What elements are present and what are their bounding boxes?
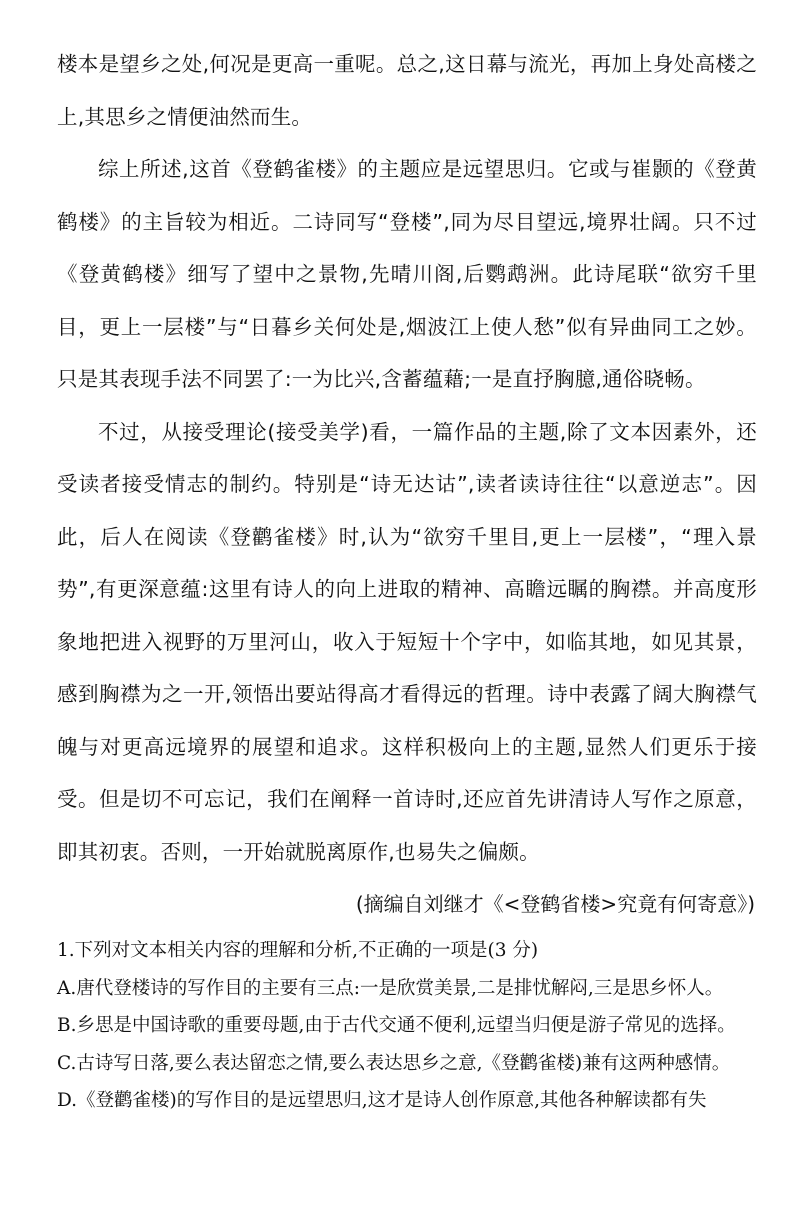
- essay-body: [57, 38, 757, 878]
- question-1-option-c: C.古诗写日落,要么表达留恋之情,要么表达思乡之意,《登鹳雀楼)兼有这两种感情。: [57, 1052, 731, 1074]
- question-1-option-d: D.《登鹳雀楼)的写作目的是远望思归,这才是诗人创作原意,其他各种解读都有失: [57, 1090, 707, 1111]
- question-1-stem: 1.下列对文本相关内容的理解和分析,不正确的一项是(3 分): [57, 940, 539, 961]
- essay-paragraph-3: 不过，从接受理论(接受美学)看，一篇作品的主题,除了文本因素外，还受读者接受情志的制约。特别是“诗无达诂”,读者读诗往往“以意逆志”。因此，后人在阅读《登鹳雀楼》时,认为“欲穷千里目,更上一层楼”，“理入景势”,有更深意蕴:这里有诗人的向上进取的精神、高瞻远瞩的胸襟。并高度形象地把进入视野的万里河山，收入于短短十个字中，如临其地，如见其景，感到胸襟为之一开,领悟出要站得高才看得远的哲理。诗中表露了阔大胸襟气魄与对更高远境界的展望和追求。这样积极向上的主题,显然人们更乐于接受。但是切不可忘记，我们在阐释一首诗时,还应首先讲清诗人写作之原意，即其初衷。否则，一开始就脱离原作,也易失之偏颇。: [57, 419, 757, 864]
- question-1-option-b: B.乡思是中国诗歌的重要母题,由于古代交通不便利,远望当归便是游子常见的选择。: [57, 1015, 736, 1036]
- essay-paragraph-2: 综上所述,这首《登鹤雀楼》的主题应是远望思归。它或与崔颢的《登黄鹤楼》的主旨较为相近。二诗同写“登楼”,同为尽目望远,境界壮阔。只不过《登黄鹤楼》细写了望中之景物,先晴川阁,后鹦鹉洲。此诗尾联“欲穷千里目，更上一层楼”与“日暮乡关何处是,烟波江上使人愁”似有异曲同工之妙。只是其表现手法不同罢了:一为比兴,含蓄蕴藉;一是直抒胸臆,通俗晓畅。: [57, 157, 757, 391]
- question-section: [57, 932, 769, 1120]
- question-1-option-a: A.唐代登楼诗的写作目的主要有三点:一是欣赏美景,二是排忧解闷,三是思乡怀人。: [57, 977, 724, 999]
- essay-paragraph-1: 楼本是望乡之处,何况是更高一重呢。总之,这日幕与流光，再加上身处高楼之上,其思乡之情便油然而生。: [57, 52, 757, 129]
- source-citation: (摘编自刘继才《<登鹤省楼>究竟有何寄意》): [355, 892, 755, 916]
